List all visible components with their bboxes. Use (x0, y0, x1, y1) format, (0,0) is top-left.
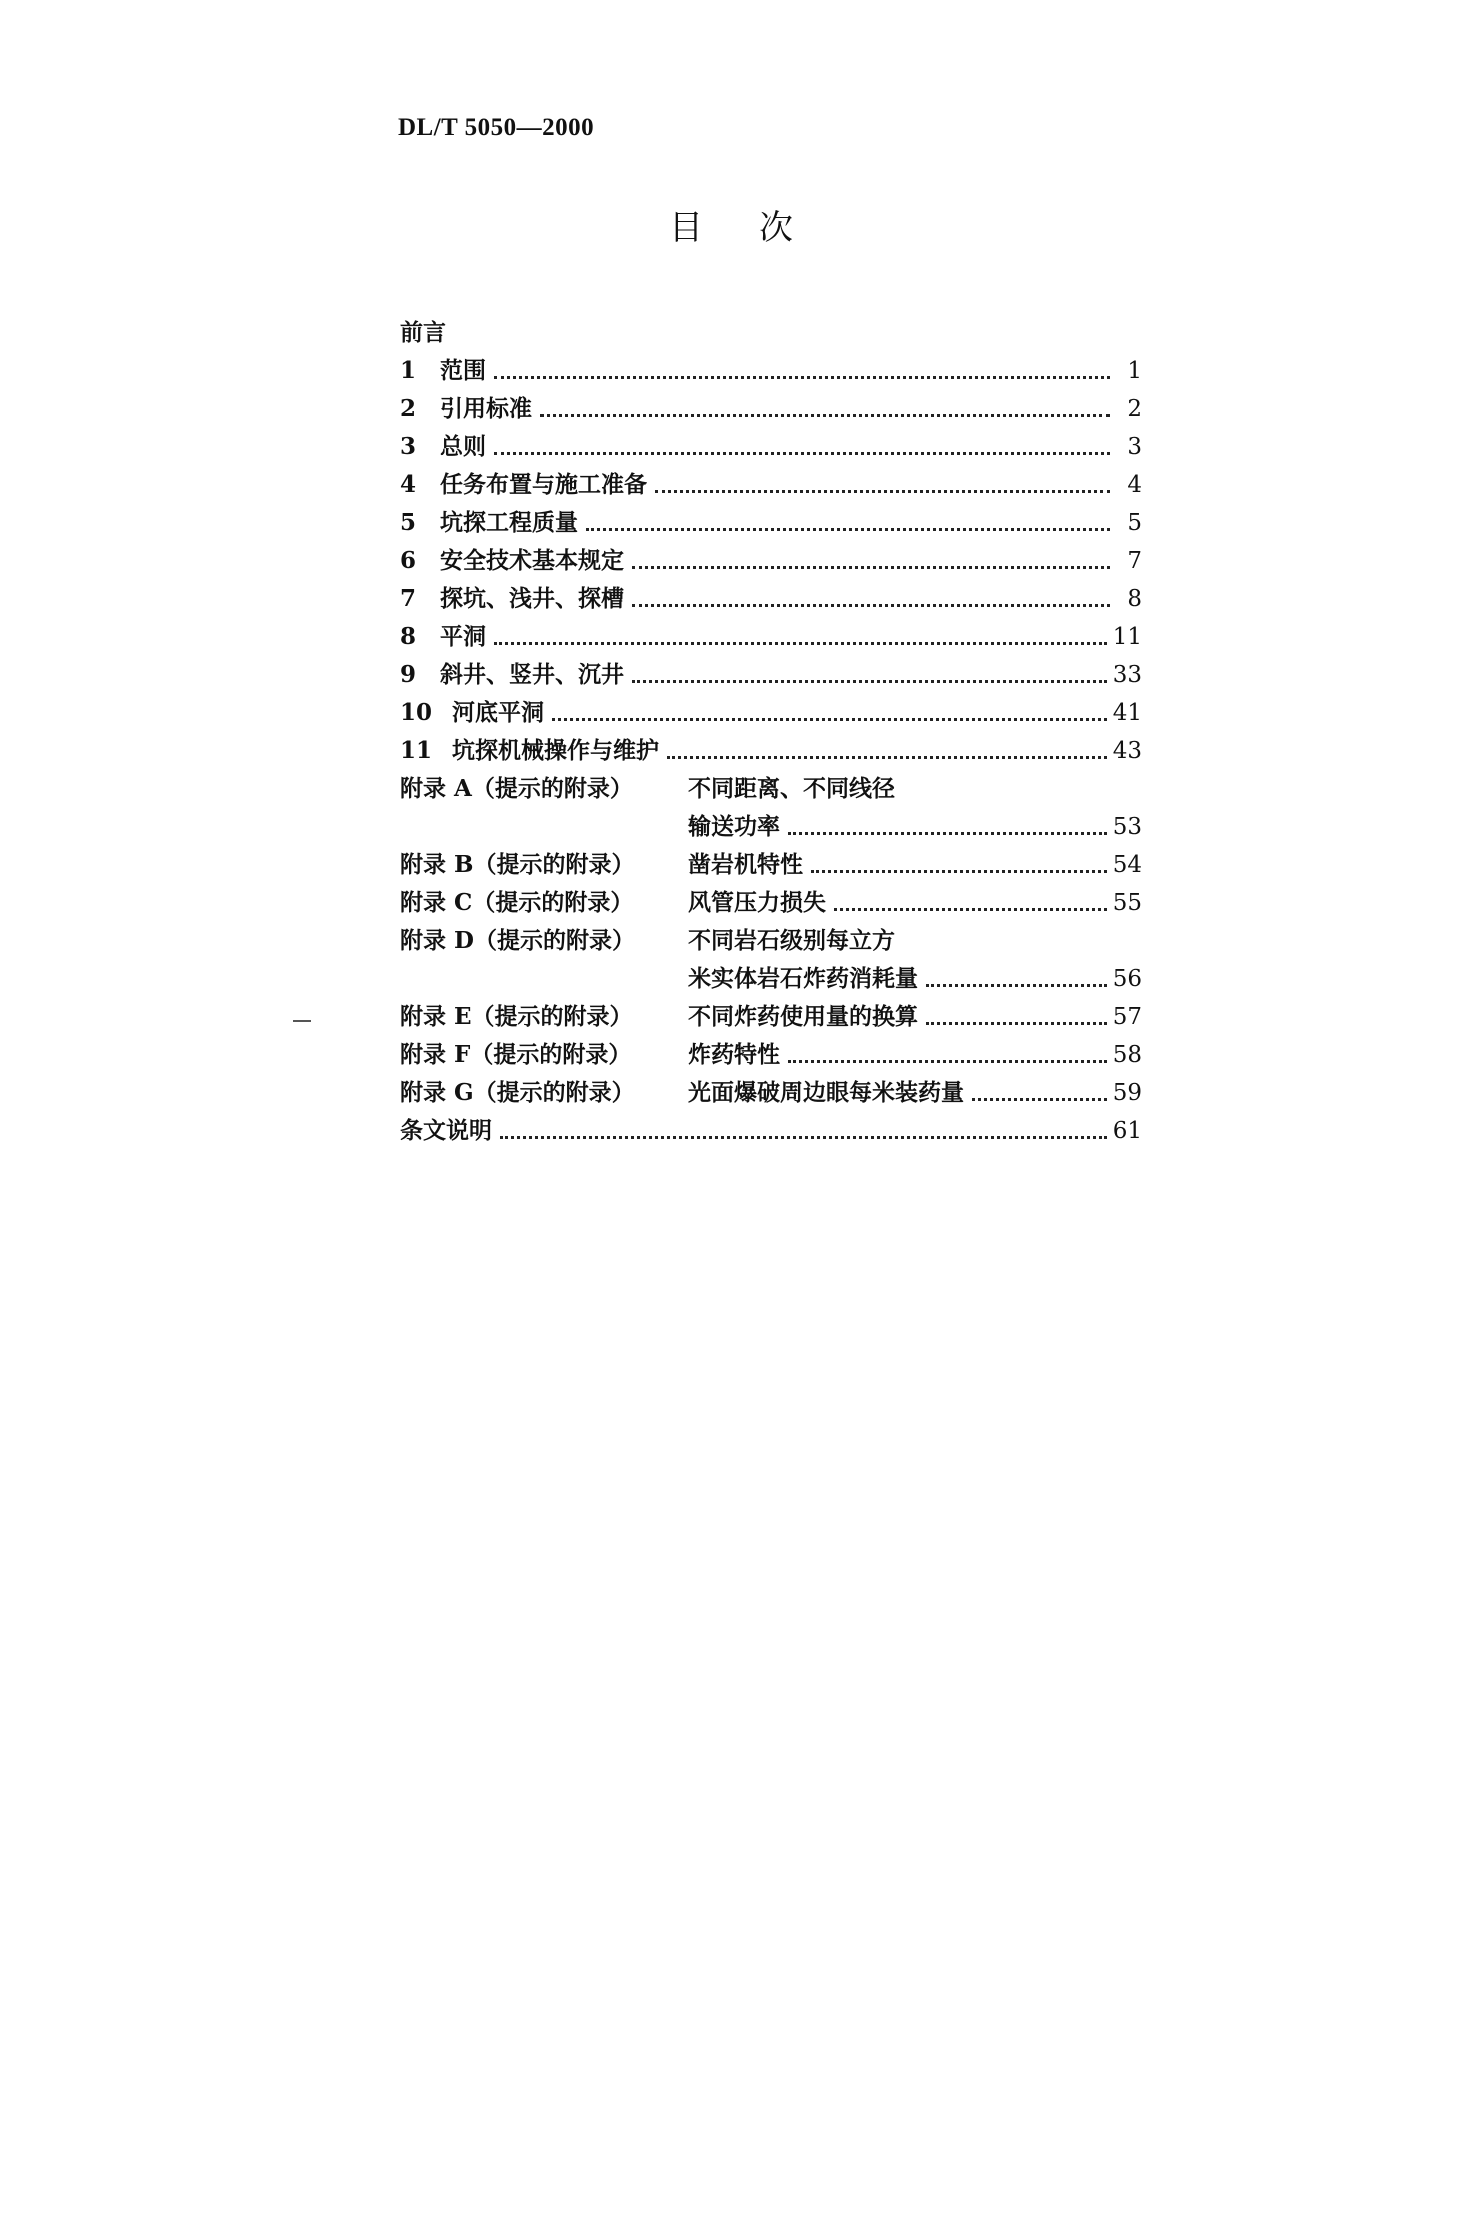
leader-dots (500, 1136, 1107, 1139)
toc-entry-label: 条文说明 (400, 1117, 492, 1144)
appendix-prefix: 附录 E（提示的附录） (400, 1003, 633, 1030)
toc-page-number: 1 (1127, 358, 1142, 384)
toc-page-number: 5 (1127, 510, 1142, 536)
toc-entry-chapter[interactable] (400, 690, 1142, 728)
appendix-title: 不同岩石级别每立方 (688, 927, 895, 954)
standard-code: DL/T 5050—2000 (398, 114, 595, 141)
leader-dots (540, 414, 1110, 417)
appendix-title: 凿岩机特性 (688, 851, 803, 878)
toc-entry-chapter[interactable] (400, 652, 1142, 690)
toc-page-number: 4 (1127, 472, 1142, 498)
toc-entry-label: 前言 (400, 319, 446, 346)
toc-chapter-number: 6 (400, 547, 417, 574)
appendix-title: 炸药特性 (688, 1041, 780, 1068)
toc-entry-appendix-d[interactable] (400, 918, 1142, 956)
appendix-title: 米实体岩石炸药消耗量 (688, 965, 918, 992)
toc-page-number: 59 (1112, 1080, 1142, 1106)
toc-chapter-number: 3 (400, 433, 417, 460)
appendix-title: 光面爆破周边眼每米装药量 (688, 1079, 964, 1106)
toc-page-number: 53 (1112, 814, 1142, 840)
appendix-prefix: 附录 D（提示的附录） (400, 927, 635, 954)
toc-chapter-number: 2 (400, 395, 417, 422)
toc-chapter-title: 任务布置与施工准备 (440, 471, 647, 498)
toc-entry-appendix-e[interactable] (400, 994, 1142, 1032)
toc-entry-appendix-a[interactable] (400, 766, 1142, 804)
toc-entry-chapter[interactable] (400, 462, 1142, 500)
toc-entry-appendix-d-cont[interactable] (400, 956, 1142, 994)
leader-dots (632, 680, 1107, 683)
leader-dots (788, 1060, 1107, 1063)
toc-chapter-title: 探坑、浅井、探槽 (440, 585, 624, 612)
toc-chapter-title: 平洞 (440, 623, 486, 650)
toc-entry-chapter[interactable] (400, 728, 1142, 766)
leader-dots (586, 528, 1110, 531)
toc-page-number: 3 (1127, 434, 1142, 460)
appendix-prefix: 附录 G（提示的附录） (400, 1079, 635, 1106)
toc-chapter-number: 1 (400, 357, 417, 384)
toc-page-number: 57 (1112, 1004, 1142, 1030)
toc-entry-appendix-c[interactable] (400, 880, 1142, 918)
toc-chapter-title: 坑探工程质量 (440, 509, 578, 536)
leader-dots (926, 1022, 1107, 1025)
toc-chapter-number: 7 (400, 585, 417, 612)
toc-page-number: 41 (1112, 700, 1142, 726)
leader-dots (494, 642, 1107, 645)
toc-chapter-title: 斜井、竖井、沉井 (440, 661, 624, 688)
toc-page-number: 7 (1127, 548, 1142, 574)
toc-page-number: 58 (1112, 1042, 1142, 1068)
leader-dots (788, 832, 1107, 835)
toc-page-number: 43 (1112, 738, 1142, 764)
leader-dots (552, 718, 1107, 721)
leader-dots (655, 490, 1110, 493)
appendix-prefix: 附录 C（提示的附录） (400, 889, 634, 916)
toc-entry-foreword[interactable] (400, 310, 1142, 348)
toc-chapter-number: 11 (400, 737, 433, 764)
toc-page-number: 8 (1127, 586, 1142, 612)
appendix-title: 不同距离、不同线径 (688, 775, 895, 802)
scan-mark (293, 1020, 311, 1022)
toc-chapter-title: 引用标准 (440, 395, 532, 422)
appendix-prefix: 附录 F（提示的附录） (400, 1041, 632, 1068)
toc-page-number: 61 (1112, 1118, 1142, 1144)
toc-chapter-number: 5 (400, 509, 417, 536)
toc-entry-chapter[interactable] (400, 538, 1142, 576)
toc-entry-chapter[interactable] (400, 424, 1142, 462)
leader-dots (632, 604, 1110, 607)
leader-dots (834, 908, 1107, 911)
appendix-title: 输送功率 (688, 813, 780, 840)
toc-chapter-title: 总则 (440, 433, 486, 460)
toc-chapter-title: 范围 (440, 357, 486, 384)
toc-entry-chapter[interactable] (400, 576, 1142, 614)
toc-chapter-title: 安全技术基本规定 (440, 547, 624, 574)
toc-entry-appendix-f[interactable] (400, 1032, 1142, 1070)
appendix-title: 风管压力损失 (688, 889, 826, 916)
toc-page-number: 11 (1112, 624, 1142, 650)
leader-dots (811, 870, 1107, 873)
toc-chapter-number: 9 (400, 661, 417, 688)
toc-entry-appendix-b[interactable] (400, 842, 1142, 880)
leader-dots (632, 566, 1110, 569)
leader-dots (972, 1098, 1107, 1101)
toc-page-number: 33 (1112, 662, 1142, 688)
toc-chapter-number: 8 (400, 623, 417, 650)
toc-chapter-title: 河底平洞 (452, 699, 544, 726)
toc-chapter-number: 4 (400, 471, 417, 498)
toc-chapter-title: 坑探机械操作与维护 (452, 737, 659, 764)
toc-title: 目次 (669, 208, 849, 248)
toc-entry-chapter[interactable] (400, 348, 1142, 386)
toc-entry-appendix-a-cont[interactable] (400, 804, 1142, 842)
toc-page-number: 2 (1127, 396, 1142, 422)
toc-page-number: 55 (1112, 890, 1142, 916)
toc-entry-appendix-g[interactable] (400, 1070, 1142, 1108)
appendix-prefix: 附录 B（提示的附录） (400, 851, 635, 878)
toc-page-number: 56 (1112, 966, 1142, 992)
leader-dots (494, 376, 1110, 379)
toc-entry-chapter[interactable] (400, 614, 1142, 652)
toc-entry-chapter[interactable] (400, 500, 1142, 538)
leader-dots (926, 984, 1107, 987)
toc-entry-explanation[interactable] (400, 1108, 1142, 1146)
appendix-prefix: 附录 A（提示的附录） (400, 775, 633, 802)
appendix-title: 不同炸药使用量的换算 (688, 1003, 918, 1030)
leader-dots (494, 452, 1110, 455)
toc-entry-chapter[interactable] (400, 386, 1142, 424)
toc-chapter-number: 10 (400, 699, 433, 726)
leader-dots (667, 756, 1107, 759)
toc-page-number: 54 (1112, 852, 1142, 878)
